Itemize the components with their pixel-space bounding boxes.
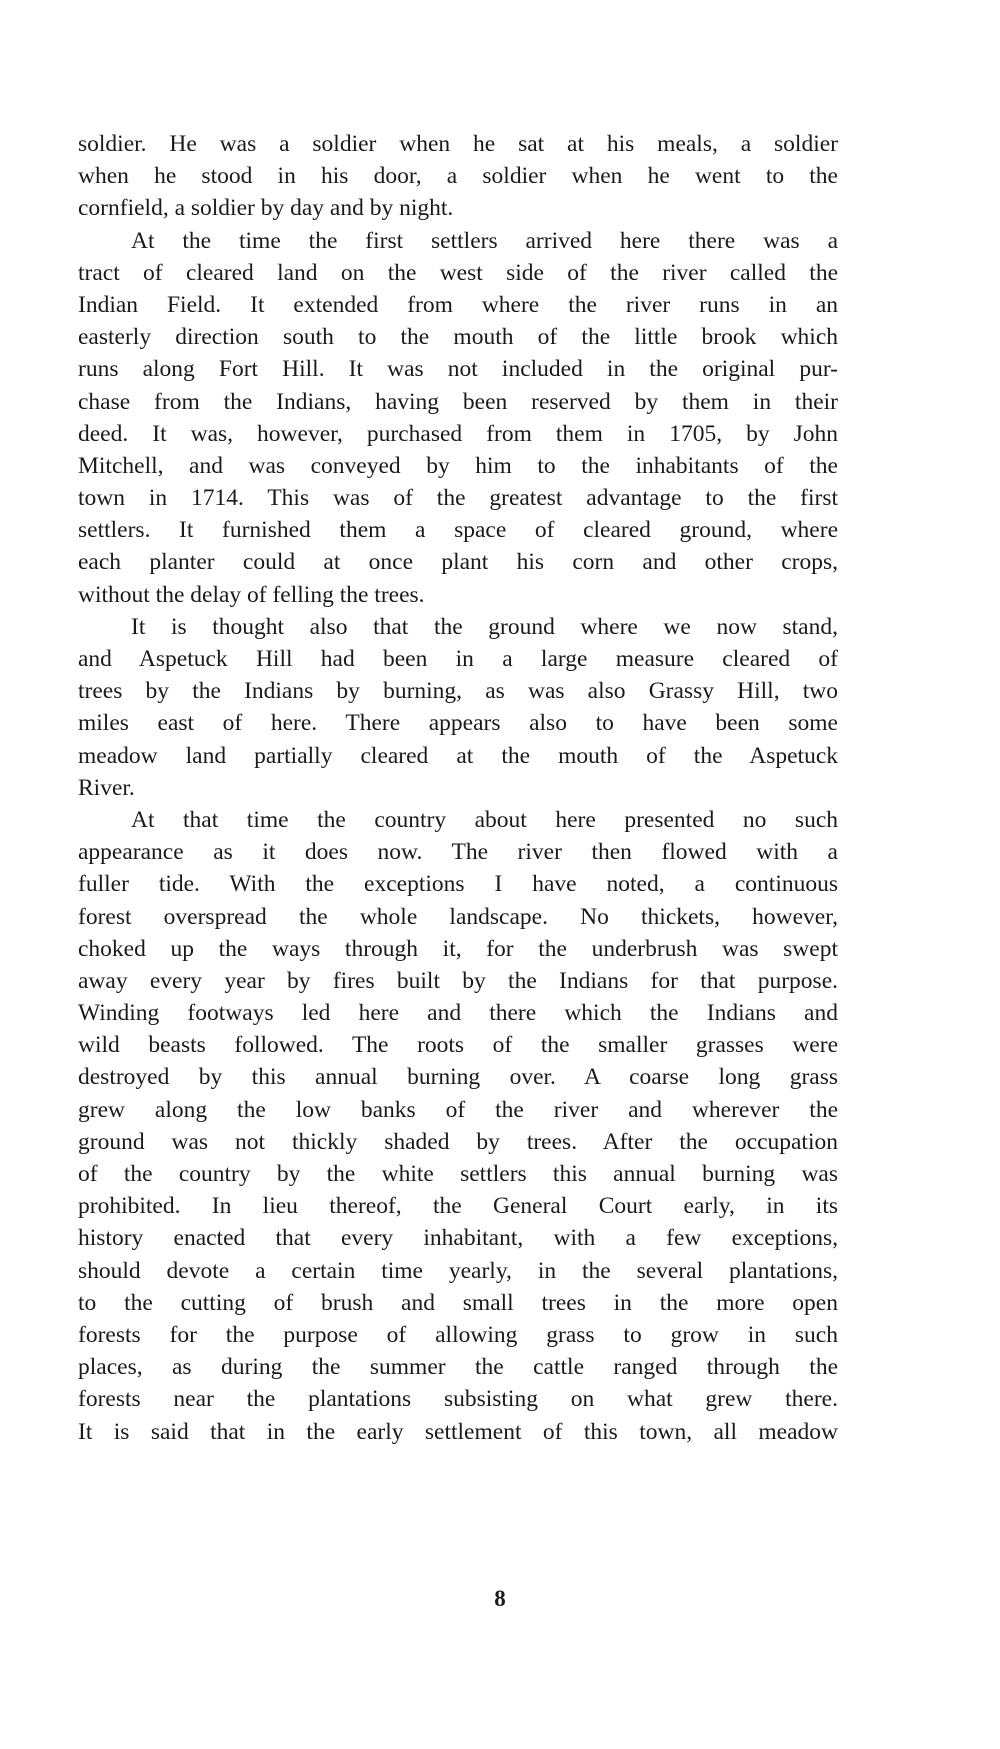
page-text [78, 128, 838, 1448]
text-line: history enacted that every inhabitant, with a few exceptions, [78, 1225, 838, 1252]
text-line: Indian Field. It extended from where the river runs in an [78, 291, 838, 318]
text-line: deed. It was, however, purchased from them in 1705, by John [78, 420, 838, 447]
text-line: choked up the ways through it, for the underbrush was swept [78, 935, 838, 962]
text-line: At the time the first settlers arrived here there was a [131, 227, 838, 254]
text-line: miles east of here. There appears also to have been some [78, 710, 838, 737]
text-line: It is thought also that the ground where we now stand, [131, 613, 838, 640]
page-number: 8 [494, 1586, 506, 1611]
text-line: destroyed by this annual burning over. A coarse long grass [78, 1064, 838, 1091]
text-line: grew along the low banks of the river and wherever the [78, 1096, 838, 1123]
text-line: trees by the Indians by burning, as was also Grassy Hill, two [78, 678, 838, 705]
paragraph [78, 128, 838, 225]
paragraph [78, 804, 838, 1448]
text-line: soldier. He was a soldier when he sat at his meals, a soldier [78, 131, 838, 157]
text-line: Mitchell, and was conveyed by him to the inhabitants of the [78, 452, 838, 479]
text-line: and Aspetuck Hill had been in a large measure cleared of [78, 646, 838, 672]
text-line: should devote a certain time yearly, in the several plantations, [78, 1257, 838, 1284]
text-line: each planter could at once plant his corn and other crops, [78, 549, 838, 576]
text-line: tract of cleared land on the west side of the river called the [78, 259, 838, 286]
text-line: town in 1714. This was of the greatest advantage to the first [78, 485, 838, 512]
text-line: chase from the Indians, having been reserved by them in their [78, 388, 838, 415]
text-line: Winding footways led here and there which the Indians and [78, 1000, 838, 1027]
text-line: forests near the plantations subsisting on what grew there. [78, 1386, 838, 1413]
text-line: River. [78, 774, 135, 801]
text-line: to the cutting of brush and small trees in the more open [78, 1289, 838, 1316]
text-line: away every year by fires built by the Indians for that purpose. [78, 967, 838, 994]
text-line: cornfield, a soldier by day and by night. [78, 195, 454, 222]
text-line: without the delay of felling the trees. [78, 581, 425, 608]
text-line: runs along Fort Hill. It was not included in the original pur- [78, 356, 838, 383]
text-line: fuller tide. With the exceptions I have noted, a continuous [78, 871, 838, 898]
text-line: forest overspread the whole landscape. No thickets, however, [78, 903, 838, 930]
paragraph [78, 611, 838, 804]
text-line: At that time the country about here presented no such [131, 806, 838, 833]
text-line: appearance as it does now. The river then flowed with a [78, 839, 838, 866]
text-line: meadow land partially cleared at the mouth of the Aspetuck [78, 742, 838, 769]
text-line: forests for the purpose of allowing grass to grow in such [78, 1321, 838, 1348]
text-line: ground was not thickly shaded by trees. After the occupation [78, 1128, 838, 1155]
text-line: of the country by the white settlers this annual burning was [78, 1161, 838, 1187]
text-line: when he stood in his door, a soldier when he went to the [78, 163, 838, 190]
text-line: settlers. It furnished them a space of cleared ground, where [78, 517, 838, 544]
text-line: places, as during the summer the cattle ranged through the [78, 1354, 838, 1381]
text-line: prohibited. In lieu thereof, the General Court early, in its [78, 1193, 838, 1220]
text-line: easterly direction south to the mouth of the little brook which [78, 324, 838, 351]
paragraph [78, 225, 838, 611]
text-line: It is said that in the early settlement of this town, all meadow [78, 1418, 838, 1445]
text-line: wild beasts followed. The roots of the smaller grasses were [78, 1032, 838, 1059]
